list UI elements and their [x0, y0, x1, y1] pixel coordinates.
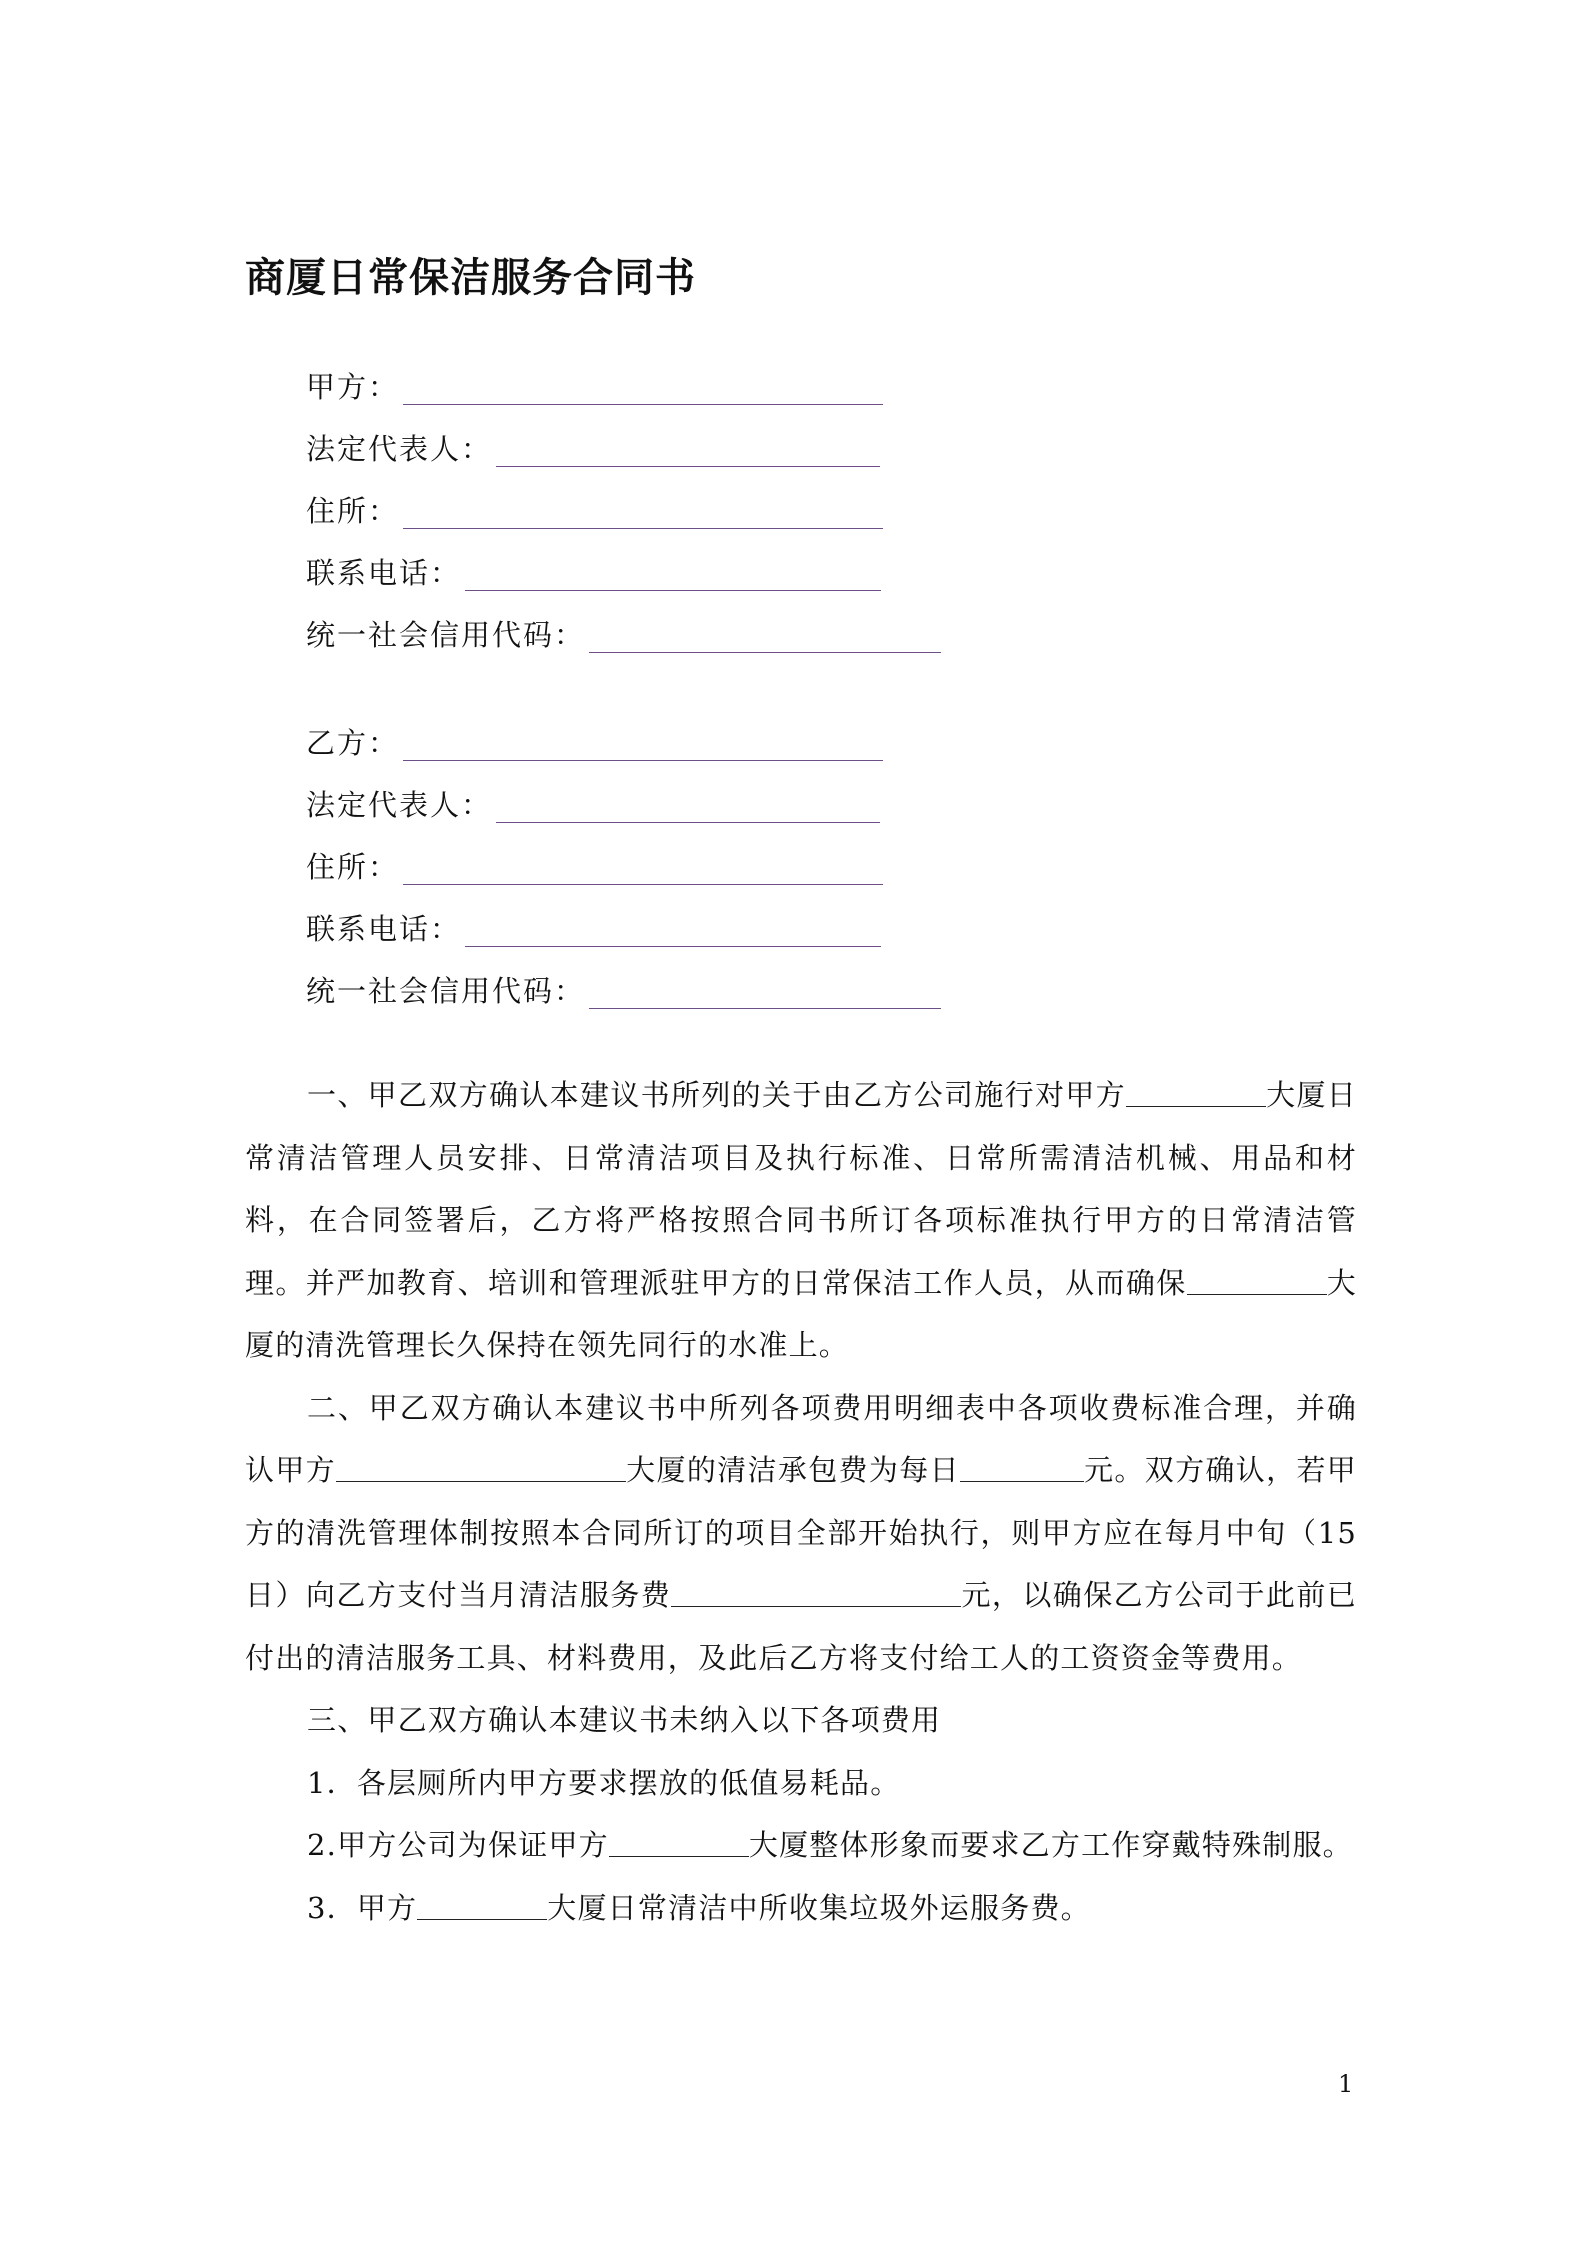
party-b-name-line [306, 710, 1206, 772]
party-a-credit-blank [589, 622, 941, 653]
clause-3-item-1: 1．各层厕所内甲方要求摆放的低值易耗品。 [307, 1765, 901, 1800]
party-b-credit-line [306, 958, 1206, 1020]
building-name-blank-3 [336, 1453, 626, 1482]
clause-2-text-c: 元。双方确认，若甲方的清洗管理体制按照本合同所订的项目全部开始执行，则甲方应在每月中旬（15 日）向乙方支付当月清洁服务费 [245, 1453, 1357, 1612]
page-number: 1 [1338, 2070, 1354, 2098]
clause-3-item-3 [245, 1877, 1357, 1940]
clause-3-item-2-text-a: 2.甲方公司为保证甲方 [307, 1828, 609, 1862]
party-a-credit-line [306, 602, 1206, 664]
party-b-phone-line [306, 896, 1206, 958]
document-title: 商厦日常保洁服务合同书 [245, 254, 696, 301]
party-a-rep-line [306, 416, 1206, 478]
party-a-phone-blank [465, 560, 881, 591]
party-b-address-blank [403, 854, 883, 885]
party-b-address-label: 住所： [306, 849, 400, 884]
party-b-credit-blank [589, 978, 941, 1009]
clause-2-text-b: 大厦的清洁承包费为每日 [626, 1453, 960, 1487]
party-a-address-blank [403, 498, 883, 529]
clause-2 [245, 1377, 1357, 1690]
party-b-name-label: 乙方： [306, 725, 400, 760]
party-b-name-blank [403, 730, 883, 761]
clause-3-item-2 [245, 1814, 1357, 1877]
clause-3-item-3-text-a: 3．甲方 [307, 1890, 418, 1925]
clause-1-text-b: 大厦日常清洁管理人员安排、日常清洁项目及执行标准、日常所需清洁机械、用品和材料，在合同签署后，乙方将严格按照合同书所订各项标准执行甲方的日常清洁管理。并严加教育、培训和管理派驻甲方的日常保洁工作人员，从而确保 [245, 1078, 1357, 1300]
clause-1 [245, 1064, 1357, 1377]
party-b-phone-blank [465, 916, 881, 947]
party-a-block [306, 354, 1206, 664]
party-a-address-line [306, 478, 1206, 540]
party-a-phone-line [306, 540, 1206, 602]
building-name-blank-2 [1187, 1266, 1327, 1295]
clause-2-text-a: 二、甲乙双方确认本建议书中所列各项费用明细表中各项收费标准合理，并确认甲方 [245, 1390, 1357, 1487]
clause-3-item-2-text-b: 大厦整体形象而要求乙方工作穿戴特殊制服。 [748, 1828, 1353, 1862]
party-a-name-label: 甲方： [306, 369, 400, 404]
party-a-phone-label: 联系电话： [306, 555, 462, 590]
building-name-blank-5 [417, 1891, 547, 1920]
party-b-phone-label: 联系电话： [306, 911, 462, 946]
building-name-blank-1 [1126, 1078, 1266, 1107]
party-b-rep-blank [496, 792, 880, 823]
party-a-rep-label: 法定代表人： [306, 431, 493, 466]
building-name-blank-4 [609, 1828, 749, 1857]
party-b-rep-label: 法定代表人： [306, 787, 493, 822]
party-b-credit-label: 统一社会信用代码： [306, 973, 586, 1008]
clause-3-heading: 三、甲乙双方确认本建议书未纳入以下各项费用 [307, 1703, 942, 1737]
party-b-block [306, 710, 1206, 1020]
monthly-fee-blank [671, 1578, 961, 1607]
party-a-name-blank [403, 374, 883, 405]
clause-1-text-a: 一、甲乙双方确认本建议书所列的关于由乙方公司施行对甲方 [307, 1078, 1126, 1112]
party-b-address-line [306, 834, 1206, 896]
daily-fee-blank [960, 1453, 1084, 1482]
contract-body [245, 1064, 1357, 1939]
party-b-rep-line [306, 772, 1206, 834]
party-a-name-line [306, 354, 1206, 416]
clause-3-item-3-text-b: 大厦日常清洁中所收集垃圾外运服务费。 [547, 1890, 1091, 1925]
clause-1-text-c: 大厦的清洗管理长久保持在领先同行的水准上。 [245, 1265, 1357, 1362]
clause-2-text-d: 元，以确保乙方公司于此前已付出的清洁服务工具、材料费用，及此后乙方将支付给工人的工资资金等费用。 [245, 1578, 1357, 1675]
party-a-rep-blank [496, 436, 880, 467]
party-a-address-label: 住所： [306, 493, 400, 528]
party-a-credit-label: 统一社会信用代码： [306, 617, 586, 652]
